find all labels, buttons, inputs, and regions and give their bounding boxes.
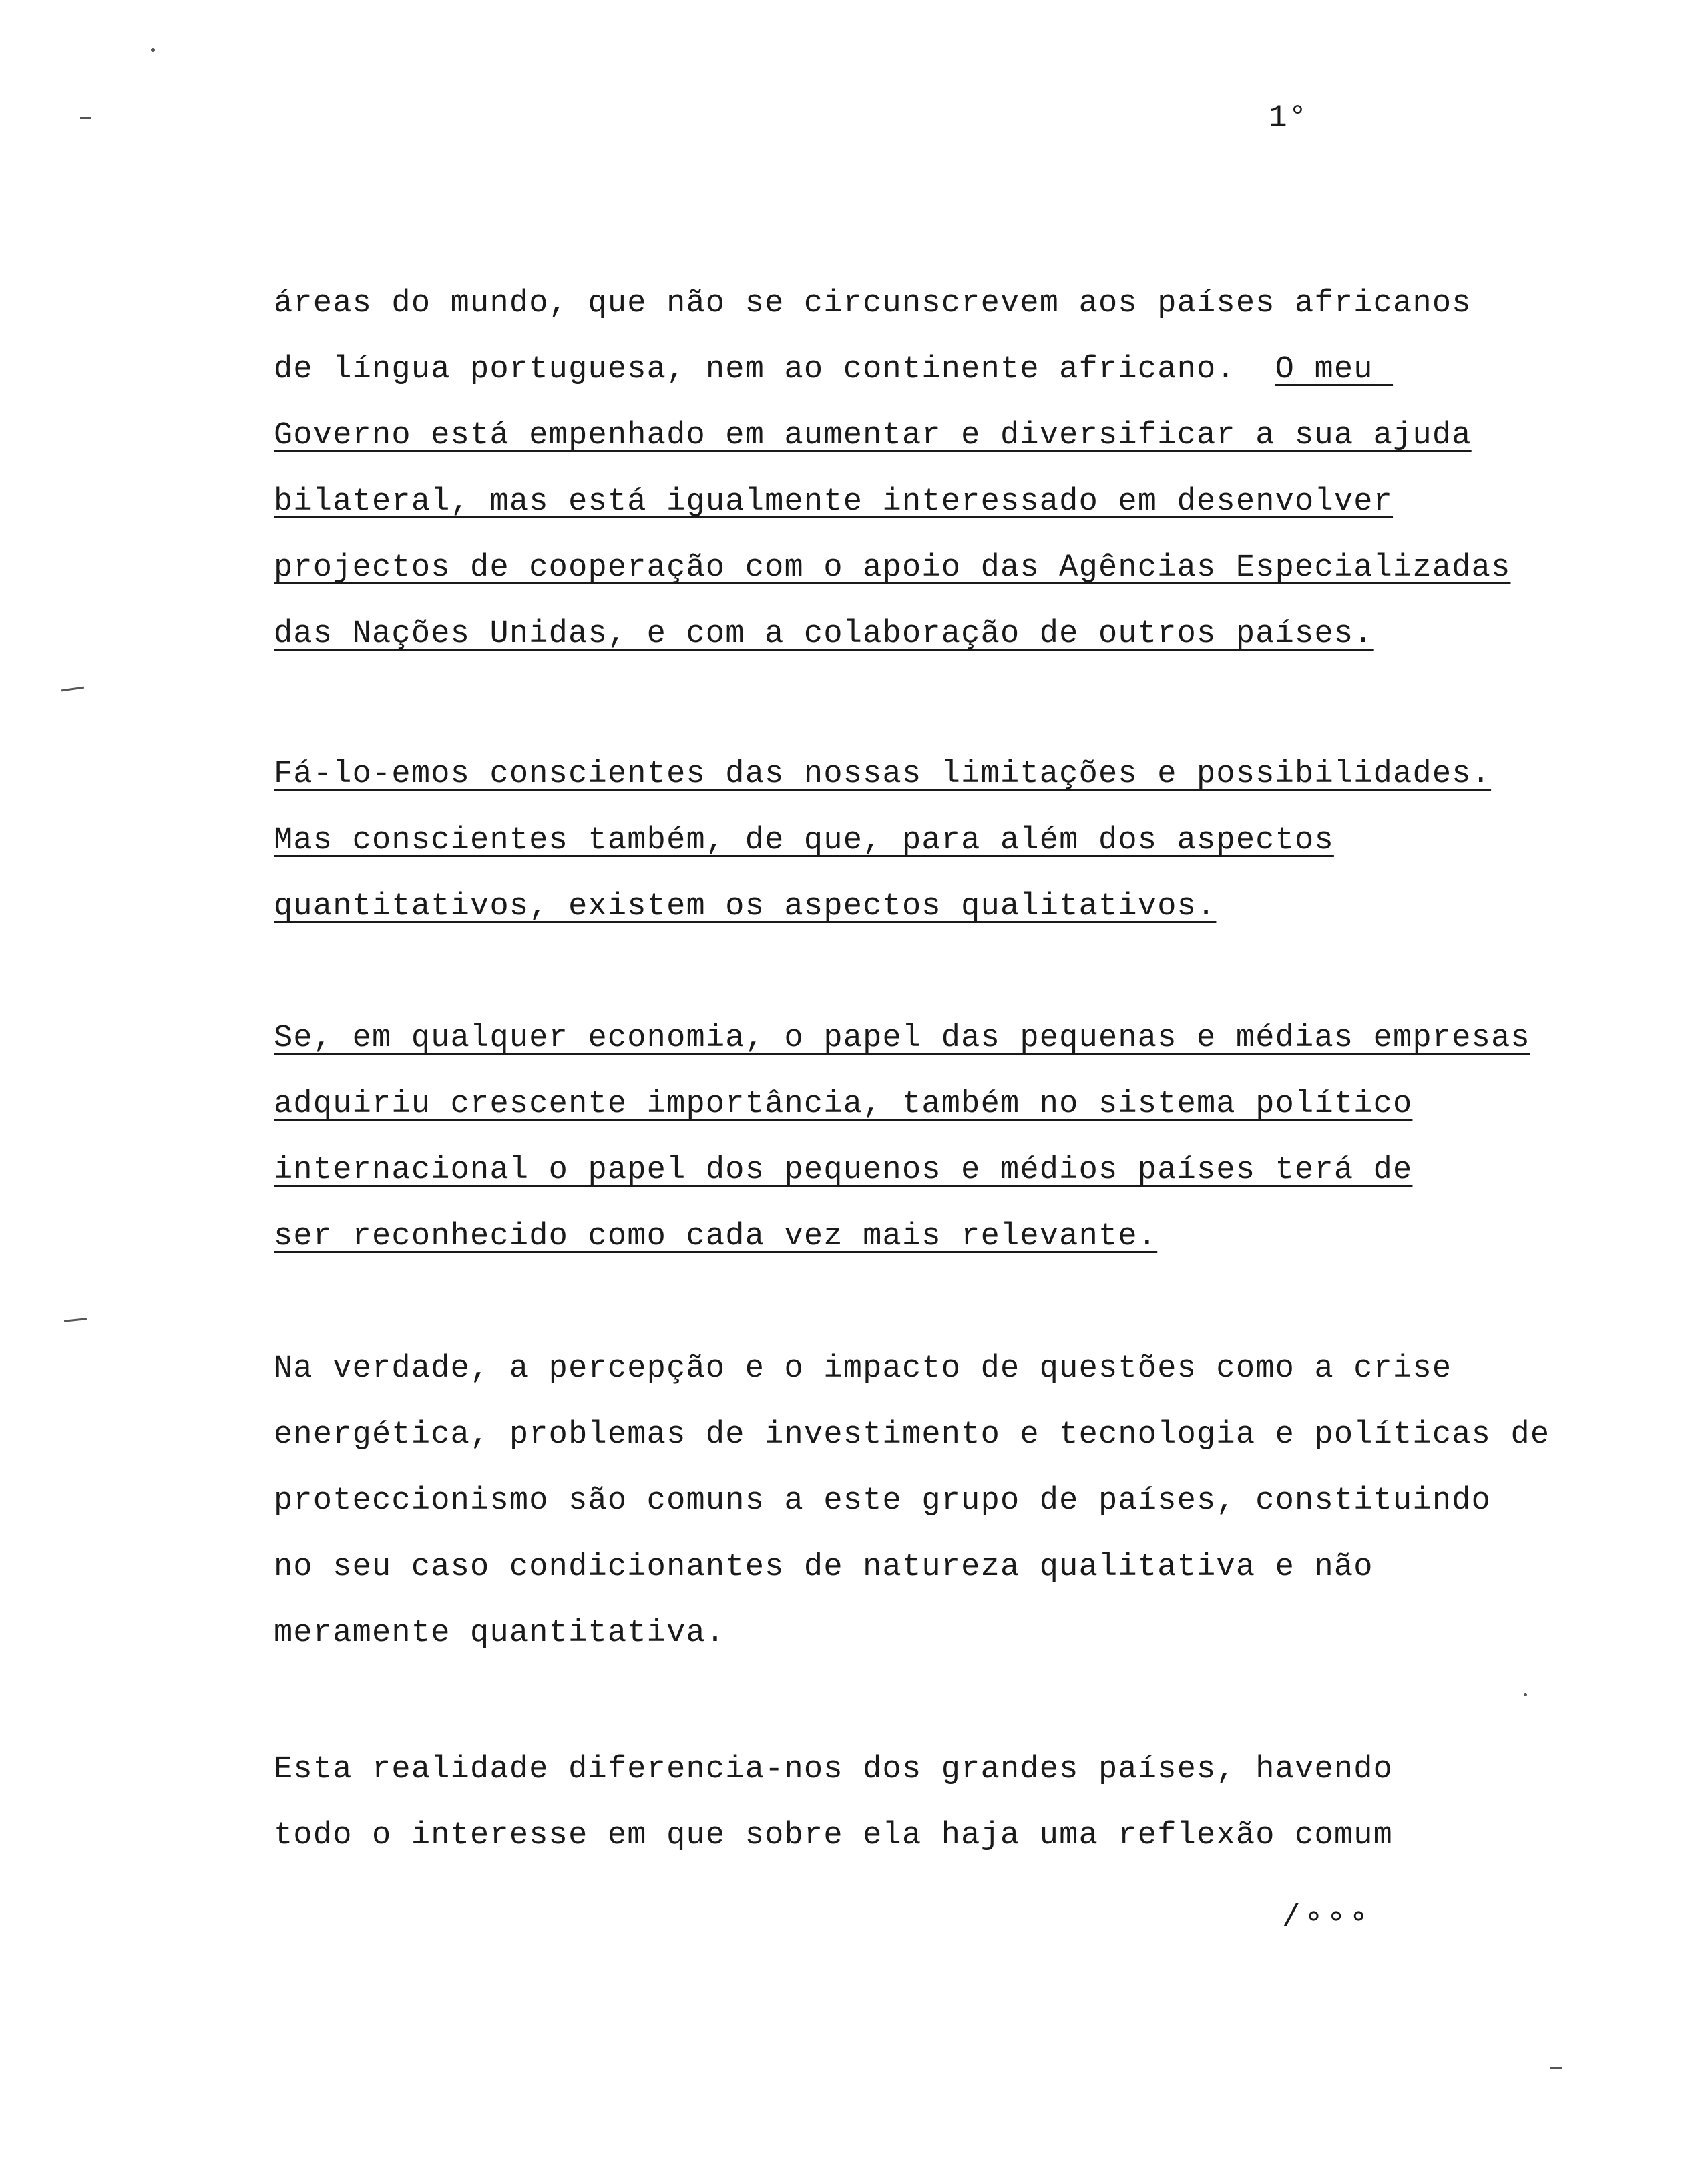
text-line bbox=[274, 1204, 1623, 1270]
text-line bbox=[274, 403, 1623, 469]
underlined-text: internacional o papel dos pequenos e médios países terá de bbox=[274, 1153, 1413, 1188]
text-line bbox=[274, 1137, 1623, 1204]
margin-mark bbox=[64, 1318, 87, 1322]
underlined-text: O meu bbox=[1275, 352, 1394, 387]
line-text: no seu caso condicionantes de natureza qualitativa e não bbox=[274, 1550, 1374, 1585]
text-line bbox=[274, 1803, 1623, 1869]
margin-mark bbox=[80, 117, 91, 119]
text-line bbox=[274, 270, 1623, 337]
underlined-text: quantitativos, existem os aspectos qualitativos. bbox=[274, 889, 1217, 924]
paragraph bbox=[274, 270, 1623, 667]
margin-mark bbox=[1550, 2067, 1562, 2069]
line-text: energética, problemas de investimento e tecnologia e políticas de bbox=[274, 1417, 1550, 1453]
scan-speck bbox=[151, 48, 155, 52]
underlined-text: adquiriu crescente importância, também no sistema político bbox=[274, 1087, 1413, 1122]
underlined-text: Mas conscientes também, de que, para além dos aspectos bbox=[274, 823, 1334, 858]
line-text: proteccionismo são comuns a este grupo de países, constituindo bbox=[274, 1483, 1492, 1519]
underlined-text: ser reconhecido como cada vez mais relevante. bbox=[274, 1219, 1158, 1254]
paragraph bbox=[274, 1737, 1623, 1869]
text-line bbox=[274, 1336, 1623, 1402]
underlined-text: bilateral, mas está igualmente interessado em desenvolver bbox=[274, 484, 1394, 520]
line-text: meramente quantitativa. bbox=[274, 1616, 726, 1651]
text-line bbox=[274, 1600, 1623, 1666]
line-text: áreas do mundo, que não se circunscrevem aos países africanos bbox=[274, 286, 1472, 321]
underlined-text: projectos de cooperação com o apoio das Agências Especializadas bbox=[274, 550, 1511, 586]
text-line bbox=[274, 337, 1623, 403]
line-text: de língua portuguesa, nem ao continente africano. bbox=[274, 352, 1275, 387]
margin-mark bbox=[61, 687, 84, 692]
text-line bbox=[274, 1005, 1623, 1071]
underlined-text: Se, em qualquer economia, o papel das pequenas e médias empresas bbox=[274, 1021, 1530, 1056]
text-line bbox=[274, 1737, 1623, 1803]
page-number: 1⁩° bbox=[1269, 100, 1309, 135]
text-line bbox=[274, 1071, 1623, 1137]
line-text: Na verdade, a percepção e o impacto de questões como a crise bbox=[274, 1351, 1452, 1387]
line-text: Esta realidade diferencia-nos dos grandes países, havendo bbox=[274, 1752, 1394, 1787]
text-line bbox=[274, 469, 1623, 535]
text-line bbox=[274, 807, 1623, 874]
text-line bbox=[274, 1402, 1623, 1468]
scan-speck bbox=[1524, 1693, 1527, 1696]
text-line bbox=[274, 874, 1623, 940]
text-line bbox=[274, 535, 1623, 601]
paragraph bbox=[274, 741, 1623, 940]
paragraph bbox=[274, 1005, 1623, 1270]
underlined-text: das Nações Unidas, e com a colaboração de outros países. bbox=[274, 616, 1374, 652]
text-line bbox=[274, 1468, 1623, 1534]
text-line bbox=[274, 1534, 1623, 1600]
text-line bbox=[274, 601, 1623, 667]
continuation-mark: /∘∘∘ bbox=[1282, 1900, 1372, 1935]
underlined-text: Governo está empenhado em aumentar e diversificar a sua ajuda bbox=[274, 418, 1472, 453]
text-line bbox=[274, 741, 1623, 807]
line-text: todo o interesse em que sobre ela haja uma reflexão comum bbox=[274, 1818, 1394, 1853]
underlined-text: Fá-lo-emos conscientes das nossas limitações e possibilidades. bbox=[274, 757, 1492, 792]
paragraph bbox=[274, 1336, 1623, 1666]
